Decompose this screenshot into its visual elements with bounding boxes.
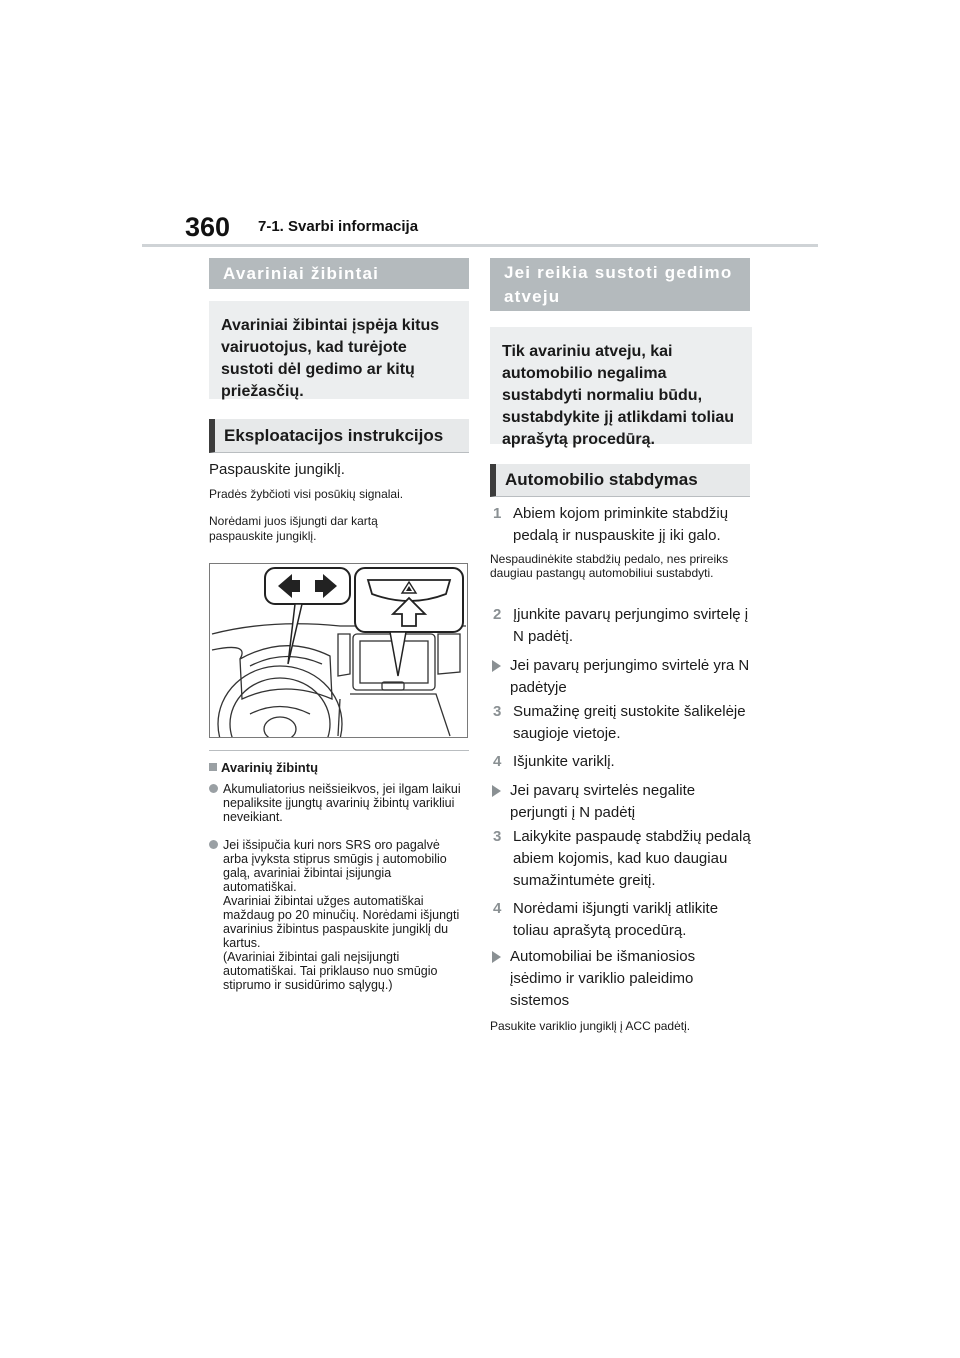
step-text: Įjunkite pavarų perjungimo svirtelę į N padėtį. [513,606,749,645]
press-switch-text: Paspauskite jungiklį. [209,461,345,478]
notes-heading-label: Avarinių žibintų [221,760,319,775]
operating-instructions-heading: Eksploatacijos instrukcijos [209,419,469,453]
triangle-arrow-icon [492,785,501,797]
step-number: 1 [493,505,502,522]
note-airbag: Jei išsipučia kuri nors SRS oro pagalvė arba įvyksta stiprus smūgis į automobilio galą, avariniai žibintai įsijungia automatiškai. [223,838,447,894]
hazard-lights-title: Avariniai žibintai [209,258,469,289]
notes-heading [209,760,469,775]
hazard-switch-illustration [209,563,468,738]
condition-text: Jei pavarų perjungimo svirtelė yra N padėtyje [510,657,750,696]
note-item [209,782,467,824]
hazard-lights-intro: Avariniai žibintai įspėja kitus vairuotojus, kad turėjote sustoti dėl gedimo ar kitų priežasčių. [209,301,469,399]
condition-neutral [490,655,752,699]
bullet-icon [209,840,218,849]
step-text: Norėdami išjungti variklį atlikite toliau aprašytą procedūrą. [513,900,719,939]
step-text: Laikykite paspaudę stabdžių pedalą abiem kojomis, kad kuo daugiau sumažintumėte greitį. [513,828,751,889]
step-text: Išjunkite variklį. [513,753,615,770]
step-number: 3 [493,703,502,720]
square-bullet-icon [209,763,217,771]
step-number: 2 [493,606,502,623]
acc-instruction: Pasukite variklio jungiklį į ACC padėtį. [490,1019,691,1033]
step-2 [493,604,755,648]
header-divider [142,244,818,247]
note-battery: Akumuliatorius neišsieikvos, jei ilgam laikui nepaliksite įjungtų avarinių žibintų varikliui neveikiant. [223,782,461,824]
notes-divider [209,750,469,751]
note-airbag-group [223,838,467,992]
signals-flash-text: Pradės žybčioti visi posūkių signalai. [209,487,404,501]
step-number: 4 [493,753,502,770]
turn-off-text: Norėdami juos išjungti dar kartą paspauskite jungiklį. [209,514,378,543]
note-item [209,838,467,992]
triangle-arrow-icon [492,951,501,963]
chapter-title: 7-1. Svarbi informacija [258,218,419,235]
bullet-icon [209,784,218,793]
step-text: Abiem kojom priminkite stabdžių pedalą ir nuspauskite jį iki galo. [513,505,729,544]
condition-no-smart-entry [490,946,720,1012]
vehicle-stopping-heading: Automobilio stabdymas [490,464,750,497]
step-1-note: Nespaudinėkite stabdžių pedalo, nes prireiks daugiau pastangų automobiliui sustabdyti. [490,552,729,580]
condition-cannot-shift [490,780,752,824]
step-4-alt [493,898,755,942]
dashboard-drawing [210,564,467,737]
emergency-stop-title: Jei reikia sustoti gedimo atveju [490,258,750,311]
step-4 [493,751,755,773]
step-number: 4 [493,900,502,917]
step-text: Sumažinę greitį sustokite šalikelėje saugioje vietoje. [513,703,746,742]
step-1 [493,503,755,547]
emergency-stop-intro: Tik avariniu atveju, kai automobilio negalima sustabdyti normaliu būdu, sustabdykite jį atlikdami toliau aprašytą procedūrą. [490,327,752,444]
condition-text: Automobiliai be išmaniosios įsėdimo ir variklio paleidimo sistemos [510,948,696,1009]
note-auto-off: Avariniai žibintai užges automatiškai maždaug po 20 minučių. Norėdami išjungti avarinius žibintus paspauskite jungiklį du kartus. [223,894,460,950]
triangle-arrow-icon [492,660,501,672]
note-may-not-activate: (Avariniai žibintai gali neįsijungti automatiškai. Tai priklauso nuo smūgio stiprumo ir susidūrimo sąlygų.) [223,950,438,992]
step-3-alt [493,826,755,892]
condition-text: Jei pavarų svirtelės negalite perjungti į N padėtį [510,782,696,821]
step-number: 3 [493,828,502,845]
page-number: 360 [185,212,231,242]
step-3 [493,701,755,745]
